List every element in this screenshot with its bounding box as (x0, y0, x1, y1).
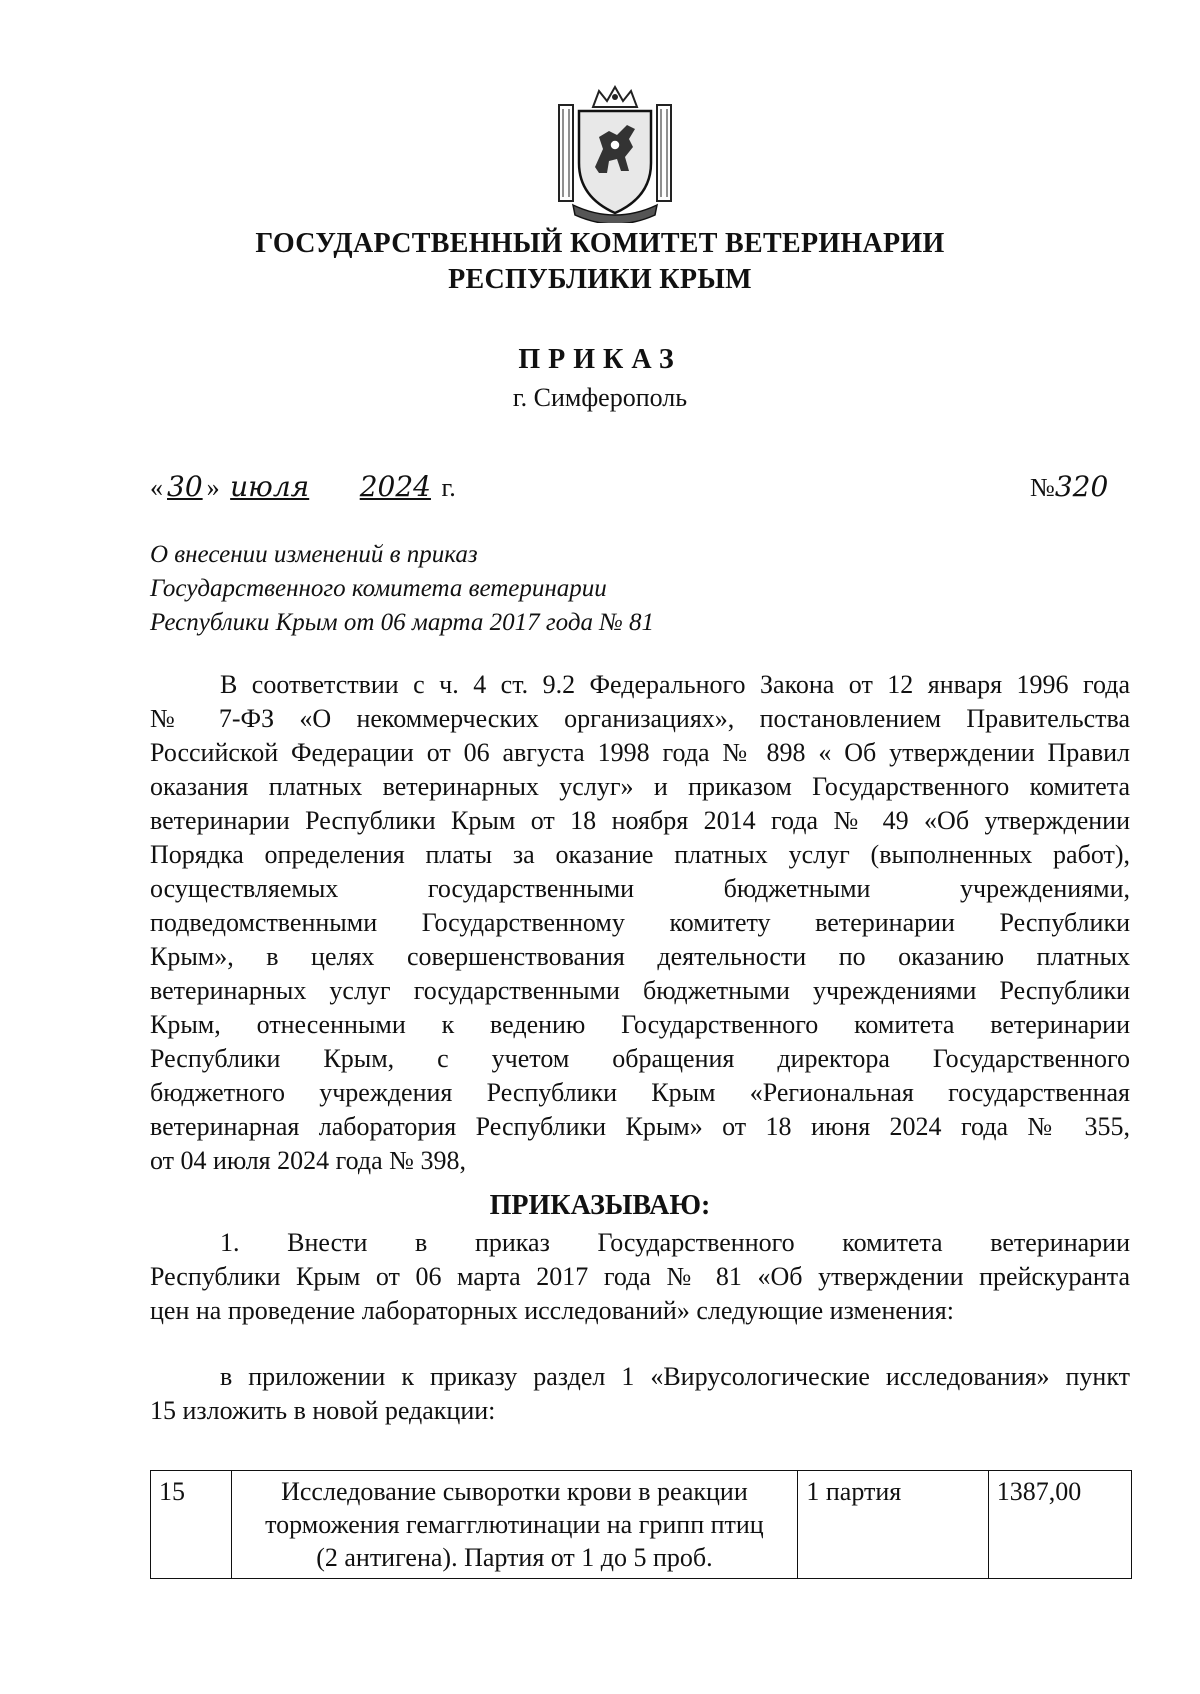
preamble-line: от 04 июля 2024 года № 398, (150, 1146, 466, 1175)
city-line: г. Симферополь (512, 383, 688, 412)
order-date (150, 470, 456, 503)
decree-line: цен на проведение лабораторных исследований» следующие изменения: (150, 1296, 954, 1325)
preamble-line: осуществляемых государственными бюджетными учреждениями, (150, 874, 1130, 903)
preamble-line: Порядка определения платы за оказание платных услуг (выполненных работ), (150, 840, 1130, 869)
preamble-line: Крым», в целях совершенствования деятельности по оказанию платных (150, 942, 1130, 971)
date-month: июля (230, 470, 310, 503)
number-prefix: № (1030, 473, 1055, 502)
cell-number: 15 (151, 1471, 232, 1579)
subject-line: Государственного комитета ветеринарии (150, 575, 607, 602)
cell-unit: 1 партия (798, 1471, 988, 1579)
order-subject (150, 538, 654, 640)
cell-price: 1387,00 (988, 1471, 1131, 1579)
decree-item-1 (150, 1226, 1130, 1328)
preamble-line: бюджетного учреждения Республики Крым «Региональная государственная (150, 1078, 1130, 1107)
price-table (150, 1470, 1132, 1579)
annex-paragraph (150, 1360, 1130, 1428)
subject-line: О внесении изменений в приказ (150, 541, 478, 568)
preamble-line: ветеринарных услуг государственными бюджетными учреждениями Республики (150, 976, 1130, 1005)
order-number (1030, 470, 1108, 503)
org-title-line1: ГОСУДАРСТВЕННЫЙ КОМИТЕТ ВЕТЕРИНАРИИ (255, 228, 945, 259)
service-name-line: (2 антигена). Партия от 1 до 5 проб. (316, 1543, 713, 1572)
preamble-line: Российской Федерации от 06 августа 1998 года № 898 « Об утверждении Правил (150, 738, 1130, 767)
decree-line: Республики Крым от 06 марта 2017 года № 81 «Об утверждении прейскуранта (150, 1262, 1130, 1291)
preamble-line: ветеринарная лаборатория Республики Крым» от 18 июня 2024 года № 355, (150, 1112, 1130, 1141)
preamble-line: оказания платных ветеринарных услуг» и приказом Государственного комитета (150, 772, 1130, 801)
preamble-line: Крым, отнесенными к ведению Государственного комитета ветеринарии (150, 1010, 1130, 1039)
doc-type-title: ПРИКАЗ (518, 344, 682, 375)
preamble-paragraph (150, 668, 1130, 1178)
date-open-quote: « (150, 473, 163, 502)
date-close-quote: » (206, 473, 220, 502)
annex-line: 15 изложить в новой редакции: (150, 1396, 496, 1425)
org-title-line2: РЕСПУБЛИКИ КРЫМ (448, 264, 752, 295)
cell-service-name (231, 1471, 798, 1579)
subject-line: Республики Крым от 06 марта 2017 года № 81 (150, 609, 655, 636)
decree-line: 1. Внести в приказ Государственного комитета ветеринарии (220, 1228, 1130, 1257)
date-year: 2024 (359, 470, 431, 503)
table-row (151, 1471, 1132, 1579)
service-name-line: Исследование сыворотки крови в реакции (281, 1477, 748, 1506)
preamble-line: подведомственными Государственному комитету ветеринарии Республики (150, 908, 1130, 937)
date-day: 30 (167, 470, 203, 503)
preamble-line: ветеринарии Республики Крым от 18 ноября 2014 года № 49 «Об утверждении (150, 806, 1130, 835)
date-year-suffix: г. (441, 473, 456, 502)
service-name-line: торможения гемагглютинации на грипп птиц (265, 1510, 764, 1539)
preamble-line: В соответствии с ч. 4 ст. 9.2 Федерального Закона от 12 января 1996 года (220, 670, 1130, 699)
annex-line: в приложении к приказу раздел 1 «Вирусологические исследования» пункт (220, 1362, 1130, 1391)
coat-of-arms-icon (555, 85, 675, 223)
preamble-line: № 7-ФЗ «О некоммерческих организациях», постановлением Правительства (150, 704, 1130, 733)
preamble-line: Республики Крым, с учетом обращения директора Государственного (150, 1044, 1130, 1073)
decree-heading: ПРИКАЗЫВАЮ: (489, 1190, 711, 1221)
number-value: 320 (1054, 470, 1109, 503)
